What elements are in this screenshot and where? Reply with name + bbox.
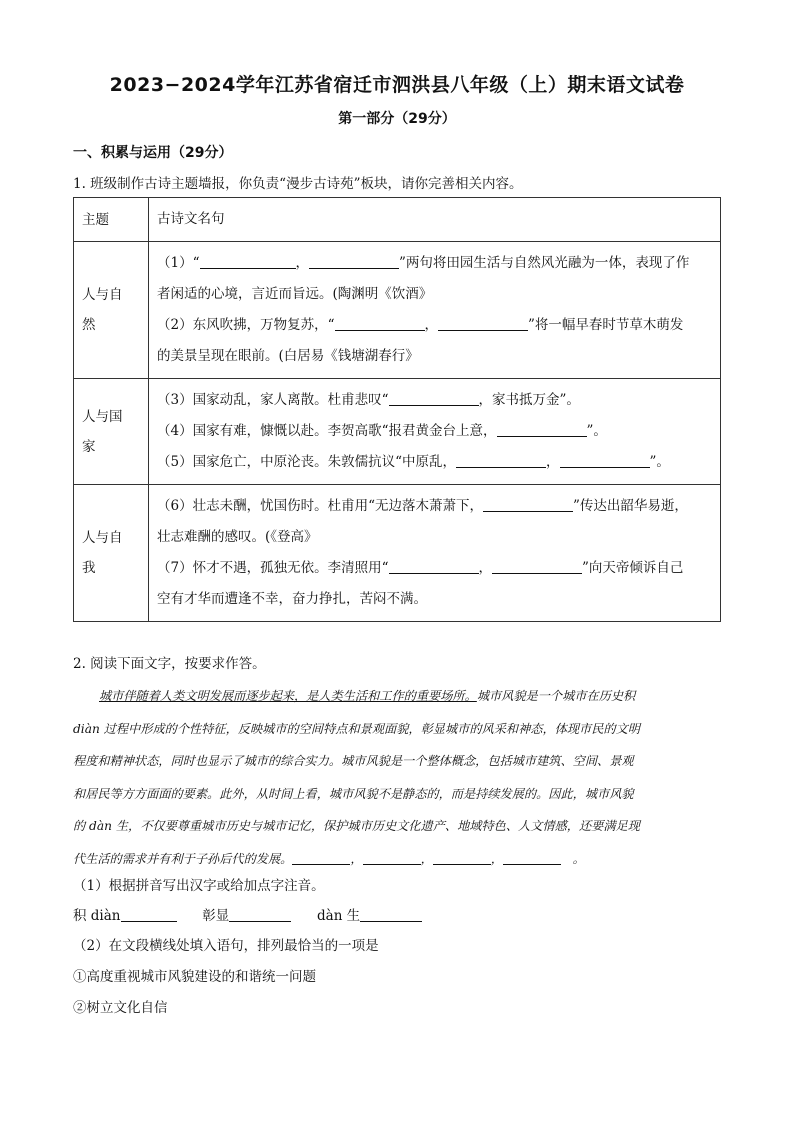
header-lines: 古诗文名句 <box>149 198 721 242</box>
passage-line: 和居民等方方面面的要素。此外，从时间上看，城市风貌不是静态的，而是持续发展的。因此，城市风貌 <box>73 786 634 801</box>
theme-label: 家 <box>82 438 96 455</box>
poem-theme-table <box>73 197 721 622</box>
pinyin-blank[interactable] <box>121 907 177 922</box>
sub1-answers: 积 diàn 彰显 dàn 生 <box>73 904 422 924</box>
theme-label: 我 <box>82 560 96 576</box>
option-1: ①高度重视城市风貌建设的和谐统一问题 <box>73 969 316 985</box>
sentence-blank[interactable] <box>503 850 561 865</box>
table-row <box>74 485 721 622</box>
theme-cell <box>74 379 149 485</box>
theme-label: 人与自 <box>82 287 123 303</box>
table-row <box>74 379 721 485</box>
exam-title: 2023−2024学年江苏省宿迁市泗洪县八年级（上）期末语文试卷 <box>109 74 685 96</box>
item-3: （3）国家动乱，家人离散。杜甫悲叹“ ，家书抵万金”。 <box>157 392 580 408</box>
answer-blank[interactable] <box>200 254 296 269</box>
answer-blank[interactable] <box>389 391 479 406</box>
sub-question-2: （2）在文段横线处填入语句，排列最恰当的一项是 <box>73 938 379 954</box>
passage-line: 的 dàn 生，不仅要尊重城市历史与城市记忆，保护城市历史文化遗产、地域特色、人文情感，还要满足现 <box>73 819 640 833</box>
table-row <box>74 242 721 379</box>
sub-question-1: （1）根据拼音写出汉字或给加点字注音。 <box>73 878 325 894</box>
part-heading: 第一部分（29分） <box>338 111 456 127</box>
answer-blank[interactable] <box>456 453 546 468</box>
section-heading: 一、积累与运用（29分） <box>73 145 233 161</box>
answer-blank[interactable] <box>497 422 587 437</box>
item-1: （1）“ ， ”两句将田园生活与自然风光融为一体，表现了作 <box>157 255 690 271</box>
table-header-row <box>74 198 721 242</box>
answer-blank[interactable] <box>335 316 425 331</box>
sentence-blank[interactable] <box>292 850 350 865</box>
pinyin-blank[interactable] <box>360 907 422 922</box>
answer-blank[interactable] <box>389 559 479 574</box>
lines-cell <box>149 379 721 485</box>
item-1-cont: 者闲适的心境，言近而旨远。(陶渊明《饮酒》 <box>157 286 433 302</box>
pinyin-blank[interactable] <box>229 907 291 922</box>
theme-label: 然 <box>82 317 96 333</box>
answer-blank[interactable] <box>438 316 528 331</box>
passage-line: diàn 过程中形成的个性特征，反映城市的空间特点和景观面貌，彰显城市的风采和神态，体现市民的文明 <box>73 721 640 736</box>
answer-blank[interactable] <box>492 559 582 574</box>
underlined-sentence: 城市伴随着人类文明发展而逐步起来，是人类生活和工作的重要场所。 <box>99 689 477 703</box>
item-7: （7）怀才不遇，孤独无依。李清照用“ ， ”向天帝倾诉自己 <box>157 560 684 576</box>
item-4: （4）国家有难，慷慨以赴。李贺高歌“报君黄金台上意， ”。 <box>157 423 607 439</box>
header-theme: 主题 <box>74 198 149 242</box>
passage-last-line: 代生活的需求并有利于子孙后代的发展。 ， ， ， 。 <box>73 851 585 866</box>
option-2: ②树立文化自信 <box>73 1000 168 1016</box>
item-6-cont: 壮志难酬的感叹。(《登高》 <box>157 529 318 545</box>
answer-blank[interactable] <box>309 254 399 269</box>
passage-line: 程度和精神状态，同时也显示了城市的综合实力。城市风貌是一个整体概念，包括城市建筑、空间、景观 <box>73 754 634 768</box>
theme-label: 人与自 <box>82 530 123 546</box>
theme-label: 人与国 <box>82 408 123 425</box>
answer-blank[interactable] <box>483 497 573 512</box>
reading-passage: 城市伴随着人类文明发展而逐步起来，是人类生活和工作的重要场所。城市风貌是一个城市在历史积 diàn 过程中形成的个性特征，反映城市的空间特点和景观面貌，彰显城市的风采和神态，体现市民的文明 程度和精神状态，同时也显示了城市的综合实力。城市风貌是一个整体概念，包括城市建筑、空间、景观 和居民等方方面面的要素。此外，从时间上看，城市风貌不是静态的，而是持续发展的。因此，城市风貌 的 dàn 生，不仅要尊重城市历史与城市记忆，保护城市历史文化遗产、地域特色、人文情感，还要满足现 代生活的需求并有利于子孙后代的发展。 ， ， ， 。 <box>73 680 721 875</box>
answer-blank[interactable] <box>560 453 650 468</box>
lines-cell <box>149 485 721 622</box>
item-2-cont: 的美景呈现在眼前。(白居易《钱塘湖春行》 <box>157 348 419 364</box>
question-2-prompt: 2. 阅读下面文字，按要求作答。 <box>73 656 266 672</box>
sentence-blank[interactable] <box>363 850 421 865</box>
item-2: （2）东风吹拂，万物复苏，“ ， ”将一幅早春时节草木萌发 <box>157 317 684 333</box>
lines-cell <box>149 242 721 379</box>
theme-cell <box>74 485 149 622</box>
item-7-cont: 空有才华而遭逢不幸，奋力挣扎，苦闷不满。 <box>157 591 427 607</box>
sentence-blank[interactable] <box>433 850 491 865</box>
theme-cell <box>74 242 149 379</box>
item-5: （5）国家危亡，中原沦丧。朱敦儒抗议“中原乱， ， ”。 <box>157 454 670 470</box>
question-1-prompt: 1. 班级制作古诗主题墙报，你负责“漫步古诗苑”板块，请你完善相关内容。 <box>73 176 523 192</box>
item-6: （6）壮志未酬，忧国伤时。杜甫用“无边落木萧萧下， ”传达出韶华易逝， <box>157 498 688 514</box>
